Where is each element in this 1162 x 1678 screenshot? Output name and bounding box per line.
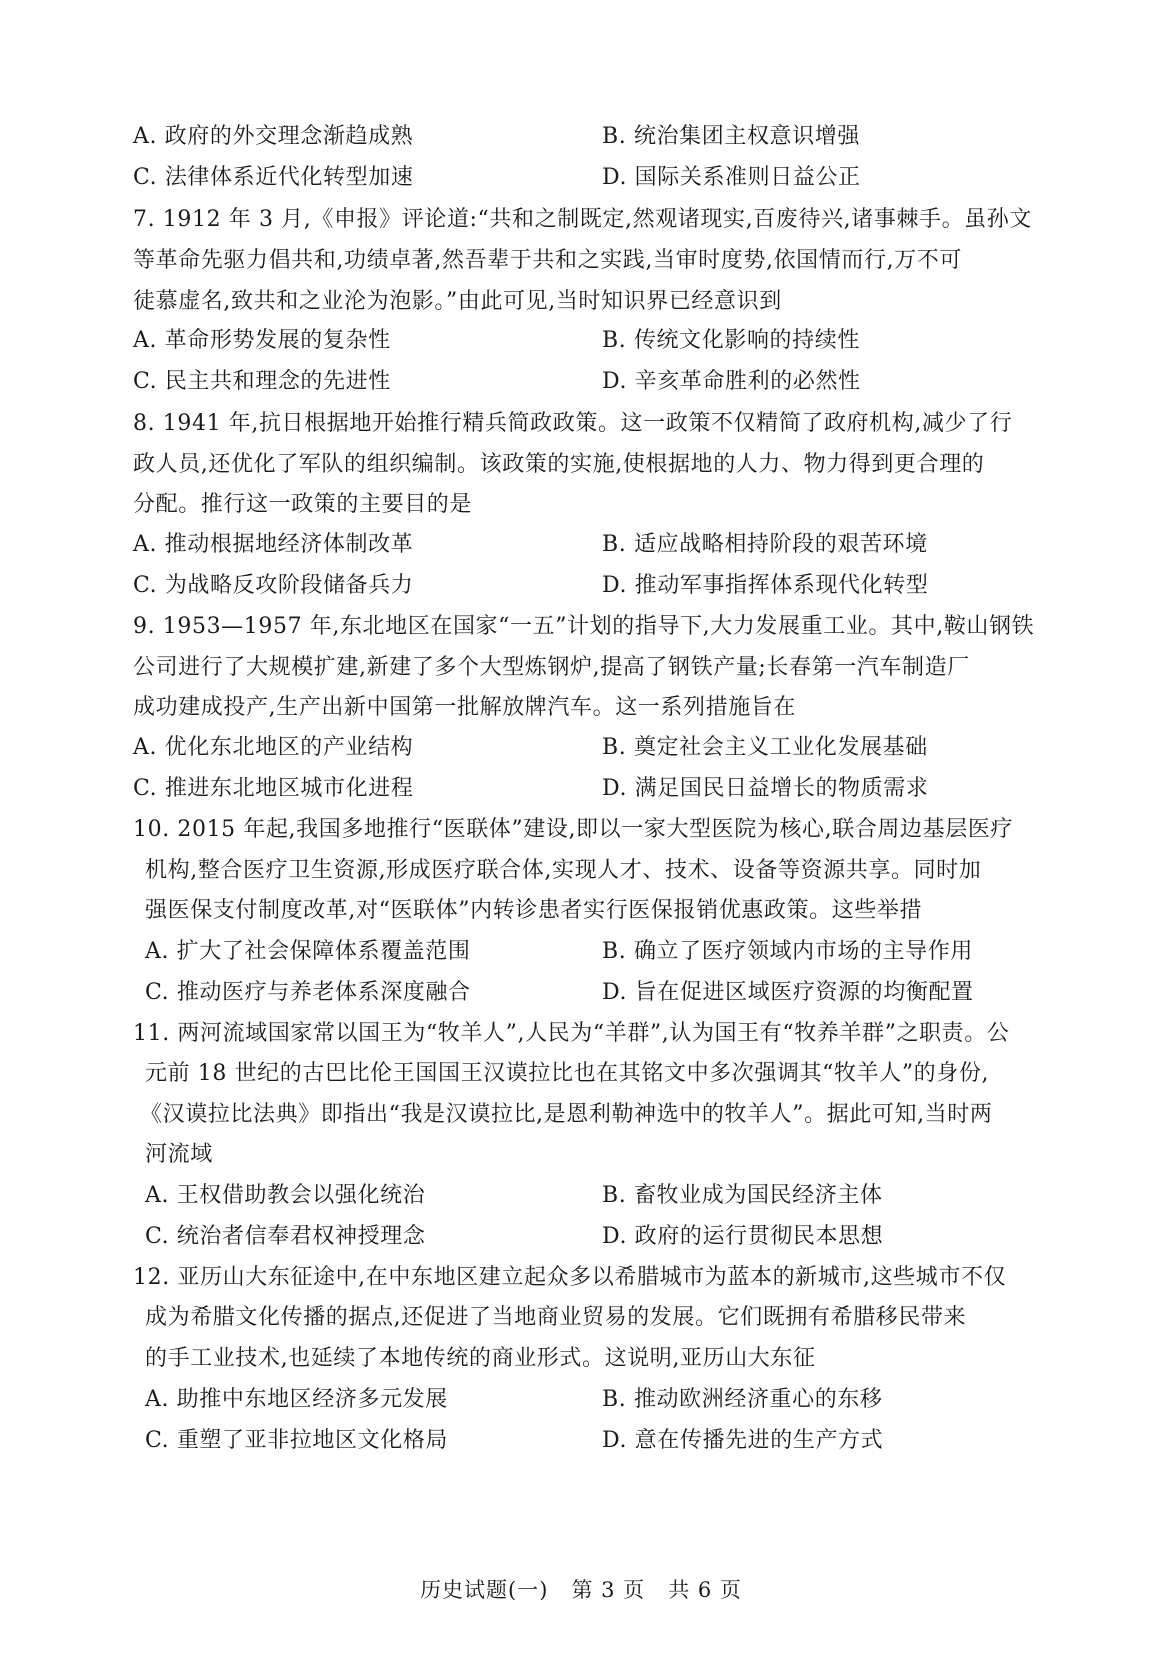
q8-option-c[interactable]: C. 为战略反攻阶段储备兵力 [133, 573, 414, 598]
q9-option-d[interactable]: D. 满足国民日益增长的物质需求 [602, 776, 929, 801]
q11-stem-line: 《汉谟拉比法典》即指出“我是汉谟拉比,是恩利勒神选中的牧羊人”。据此可知,当时两 [140, 1102, 993, 1127]
q10-option-d[interactable]: D. 旨在促进区域医疗资源的均衡配置 [602, 980, 974, 1005]
q6-option-a[interactable]: A. 政府的外交理念渐趋成熟 [133, 124, 414, 149]
footer-total-pages: 共 6 页 [668, 1578, 742, 1602]
page-footer [0, 1575, 1162, 1605]
q7-option-a[interactable]: A. 革命形势发展的复杂性 [133, 328, 391, 353]
q7-option-d[interactable]: D. 辛亥革命胜利的必然性 [602, 369, 861, 394]
q12-stem-line: 12. 亚历山大东征途中,在中东地区建立起众多以希腊城市为蓝本的新城市,这些城市不仅 [133, 1265, 1007, 1290]
q12-stem-line: 成为希腊文化传播的据点,还促进了当地商业贸易的发展。它们既拥有希腊移民带来 [145, 1305, 967, 1330]
q7-stem-line: 等革命先驱力倡共和,功绩卓著,然吾辈于共和之实践,当审时度势,依国情而行,万不可 [133, 248, 962, 273]
q12-option-a[interactable]: A. 助推中东地区经济多元发展 [145, 1387, 448, 1412]
q7-option-b[interactable]: B. 传统文化影响的持续性 [602, 328, 860, 353]
q8-stem-line: 8. 1941 年,抗日根据地开始推行精兵简政政策。这一政策不仅精简了政府机构,减少了行 [133, 411, 1013, 436]
q6-option-d[interactable]: D. 国际关系准则日益公正 [602, 165, 861, 190]
q11-option-b[interactable]: B. 畜牧业成为国民经济主体 [602, 1183, 883, 1208]
q8-stem-line: 分配。推行这一政策的主要目的是 [133, 492, 473, 517]
q7-option-c[interactable]: C. 民主共和理念的先进性 [133, 369, 391, 394]
q9-option-c[interactable]: C. 推进东北地区城市化进程 [133, 776, 414, 801]
q11-stem-line: 元前 18 世纪的古巴比伦王国国王汉谟拉比也在其铭文中多次强调其“牧羊人”的身份, [145, 1061, 990, 1086]
q7-stem-line: 徒慕虚名,致共和之业沦为泡影。”由此可见,当时知识界已经意识到 [133, 289, 782, 314]
q11-option-a[interactable]: A. 王权借助教会以强化统治 [145, 1183, 426, 1208]
q8-option-a[interactable]: A. 推动根据地经济体制改革 [133, 532, 414, 557]
q10-stem-line: 机构,整合医疗卫生资源,形成医疗联合体,实现人才、技术、设备等资源共享。同时加 [145, 858, 982, 883]
q10-option-b[interactable]: B. 确立了医疗领域内市场的主导作用 [602, 939, 973, 964]
q11-option-d[interactable]: D. 政府的运行贯彻民本思想 [602, 1224, 884, 1249]
q9-stem-line: 9. 1953—1957 年,东北地区在国家“一五”计划的指导下,大力发展重工业。其中,鞍山钢铁 [133, 614, 1035, 639]
q10-stem-line: 强医保支付制度改革,对“医联体”内转诊患者实行医保报销优惠政策。这些举措 [145, 898, 923, 923]
q8-option-b[interactable]: B. 适应战略相持阶段的艰苦环境 [602, 532, 928, 557]
q9-stem-line: 成功建成投产,生产出新中国第一批解放牌汽车。这一系列措施旨在 [133, 695, 796, 720]
q10-stem-line: 10. 2015 年起,我国多地推行“医联体”建设,即以一家大型医院为核心,联合周边基层医疗 [133, 817, 1014, 842]
q7-stem-line: 7. 1912 年 3 月,《申报》评论道:“共和之制既定,然观诸现实,百废待兴,诸事棘手。虽孙文 [133, 207, 1032, 232]
q11-option-c[interactable]: C. 统治者信奉君权神授理念 [145, 1224, 426, 1249]
q9-stem-line: 公司进行了大规模扩建,新建了多个大型炼钢炉,提高了钢铁产量;长春第一汽车制造厂 [133, 655, 970, 680]
q11-stem-line: 11. 两河流域国家常以国王为“牧羊人”,人民为“羊群”,认为国王有“牧养羊群”之职责。公 [133, 1021, 1010, 1046]
q8-stem-line: 政人员,还优化了军队的组织编制。该政策的实施,使根据地的人力、物力得到更合理的 [133, 452, 985, 477]
q6-option-c[interactable]: C. 法律体系近代化转型加速 [133, 165, 414, 190]
q12-option-d[interactable]: D. 意在传播先进的生产方式 [602, 1428, 884, 1453]
q12-option-c[interactable]: C. 重塑了亚非拉地区文化格局 [145, 1428, 449, 1453]
q9-option-b[interactable]: B. 奠定社会主义工业化发展基础 [602, 735, 928, 760]
q10-option-a[interactable]: A. 扩大了社会保障体系覆盖范围 [145, 939, 471, 964]
footer-subject: 历史试题(一) [420, 1578, 549, 1602]
q6-option-b[interactable]: B. 统治集团主权意识增强 [602, 124, 860, 149]
q11-stem-line: 河流域 [145, 1142, 213, 1167]
q10-option-c[interactable]: C. 推动医疗与养老体系深度融合 [145, 980, 471, 1005]
q12-stem-line: 的手工业技术,也延续了本地传统的商业形式。这说明,亚历山大东征 [145, 1346, 816, 1371]
footer-page-number: 第 3 页 [571, 1578, 646, 1602]
q8-option-d[interactable]: D. 推动军事指挥体系现代化转型 [602, 573, 929, 598]
q9-option-a[interactable]: A. 优化东北地区的产业结构 [133, 735, 414, 760]
q12-option-b[interactable]: B. 推动欧洲经济重心的东移 [602, 1387, 883, 1412]
